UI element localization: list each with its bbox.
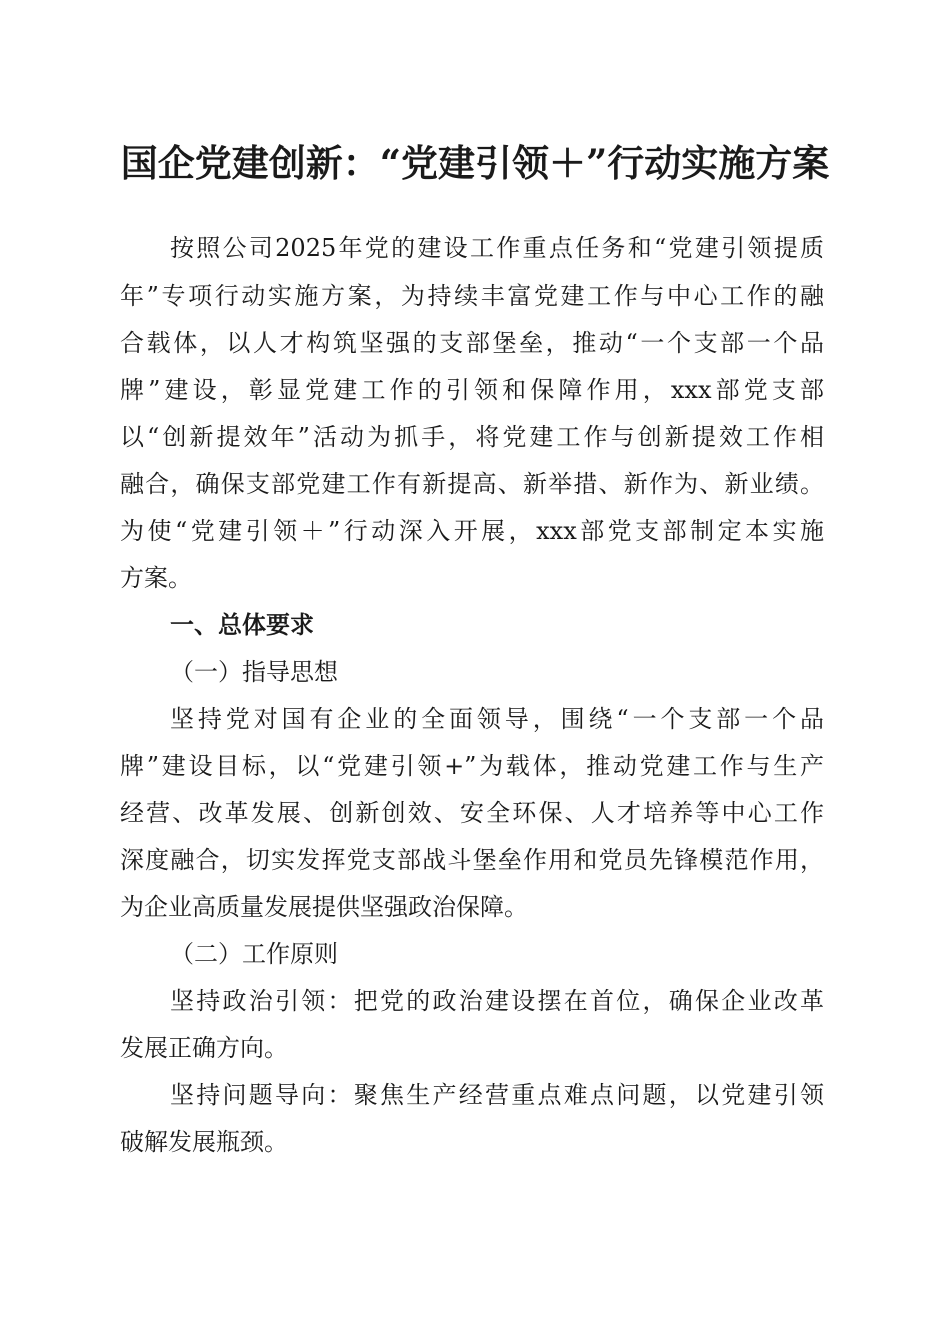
subsection-heading: （二）工作原则	[170, 940, 338, 968]
guiding-line: 经营、改革发展、创新创效、安全环保、人才培养等中心工作	[120, 799, 824, 827]
principle-line: 破解发展瓶颈。	[120, 1128, 288, 1156]
intro-line: 合载体，以人才构筑坚强的支部堡垒，推动“一个支部一个品	[120, 329, 824, 357]
subsection-heading: （一）指导思想	[170, 658, 338, 686]
principle-line: 发展正确方向。	[120, 1034, 288, 1062]
intro-line: 为使“党建引领＋”行动深入开展，xxx部党支部制定本实施	[120, 517, 824, 545]
section-heading: 一、总体要求	[170, 610, 314, 639]
document-title: 国企党建创新：“党建引领＋”行动实施方案	[120, 141, 830, 185]
guiding-line: 为企业高质量发展提供坚强政治保障。	[120, 893, 528, 921]
intro-line: 年”专项行动实施方案，为持续丰富党建工作与中心工作的融	[120, 282, 824, 310]
intro-line: 牌”建设，彰显党建工作的引领和保障作用，xxx部党支部	[120, 376, 824, 404]
intro-line: 按照公司2025年党的建设工作重点任务和“党建引领提质	[170, 234, 824, 262]
principle-line: 坚持政治引领：把党的政治建设摆在首位，确保企业改革	[170, 987, 824, 1015]
intro-line: 方案。	[120, 564, 192, 592]
intro-line: 以“创新提效年”活动为抓手，将党建工作与创新提效工作相	[120, 423, 824, 451]
guiding-line: 坚持党对国有企业的全面领导，围绕“一个支部一个品	[170, 705, 824, 733]
intro-line: 融合，确保支部党建工作有新提高、新举措、新作为、新业绩。	[120, 470, 824, 498]
guiding-line: 牌”建设目标，以“党建引领+”为载体，推动党建工作与生产	[120, 752, 824, 780]
principle-line: 坚持问题导向：聚焦生产经营重点难点问题，以党建引领	[170, 1081, 824, 1109]
guiding-line: 深度融合，切实发挥党支部战斗堡垒作用和党员先锋模范作用，	[120, 846, 824, 874]
